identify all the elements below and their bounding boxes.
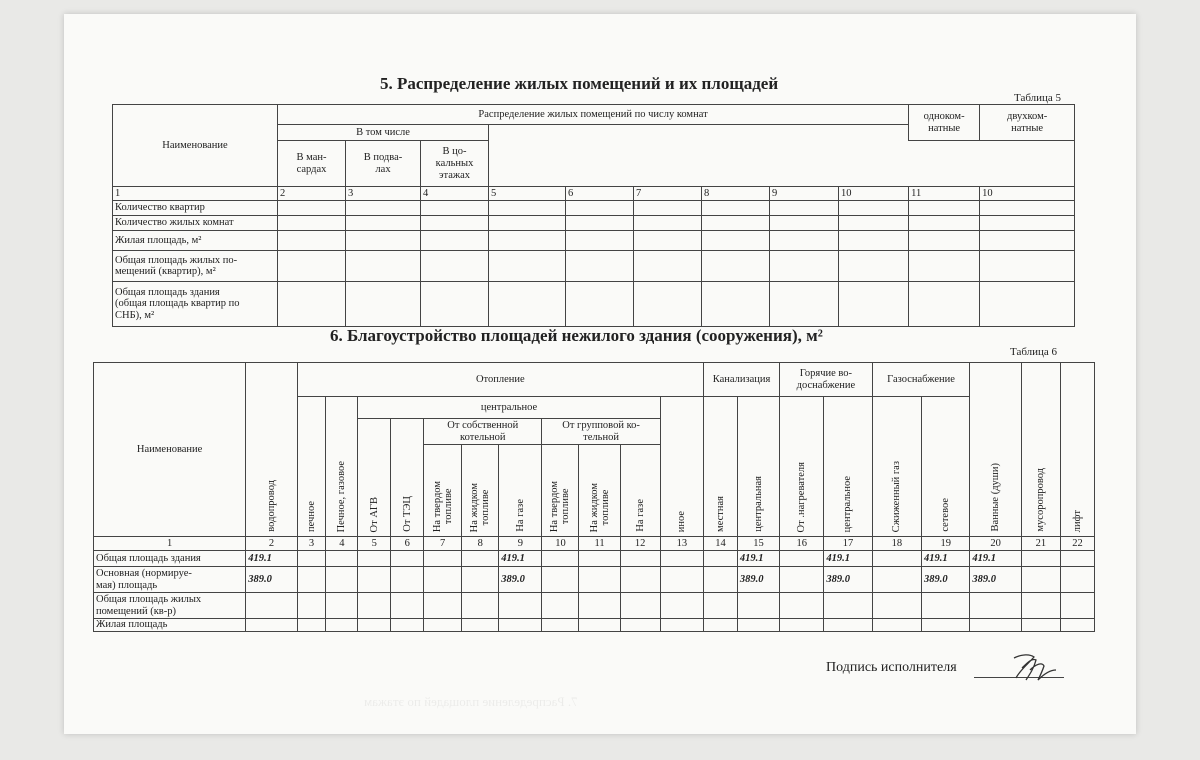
t6-value-cell <box>424 567 462 593</box>
t6-header-heating: Отопление <box>297 363 703 397</box>
table-cell <box>702 282 770 327</box>
t6-header-fuel-1 <box>579 445 620 537</box>
table-cell <box>421 231 489 251</box>
t6-header-ot-tec-text: От ТЭЦ <box>401 496 413 532</box>
table-cell <box>980 231 1075 251</box>
t6-header-hot-water: Горячие во- доснабжение <box>780 363 873 397</box>
t6-header-vodoprovod-text: водопровод <box>265 480 277 532</box>
t6-col-number: 7 <box>424 537 462 551</box>
t6-value-cell <box>620 551 660 567</box>
t5-header-group: Распределение жилых помещений по числу комнат <box>278 105 909 125</box>
t6-header-fuel-1 <box>462 445 499 537</box>
t6-header-fuel-1-text: На жидком топливе <box>588 482 611 532</box>
table-row <box>113 282 1075 327</box>
t6-value-cell <box>660 619 703 632</box>
t6-value-cell <box>703 551 737 567</box>
t6-header-fuel-0 <box>424 445 462 537</box>
t6-header-pechnoe-gas-text: Печное, газовое <box>336 460 348 532</box>
table-cell <box>566 216 634 231</box>
t5-col-number: 2 <box>278 187 346 201</box>
t6-col-number: 12 <box>620 537 660 551</box>
table-cell <box>980 216 1075 231</box>
t6-header-fuel-0-text: На твердом топливе <box>549 480 572 532</box>
t5-col-number: 8 <box>702 187 770 201</box>
t6-value-cell <box>424 551 462 567</box>
t6-value-cell: 389.0 <box>737 567 779 593</box>
t6-col-number: 1 <box>94 537 246 551</box>
table-cell <box>566 282 634 327</box>
table-cell <box>489 282 566 327</box>
t6-value-cell <box>1060 593 1094 619</box>
t6-header-hot-0-text: От .нагревателя <box>796 461 808 532</box>
table-cell <box>421 282 489 327</box>
t6-value-cell <box>824 593 872 619</box>
table-cell <box>634 251 702 282</box>
t5-col-number: 6 <box>566 187 634 201</box>
t6-header-fuel-2 <box>620 445 660 537</box>
t6-value-cell <box>660 551 703 567</box>
table-row <box>113 251 1075 282</box>
t6-value-cell <box>358 593 391 619</box>
t6-header-fuel-2-text: На газе <box>634 499 646 532</box>
table-cell <box>634 231 702 251</box>
table-row <box>94 619 1095 632</box>
t6-header-fuel-0 <box>542 445 579 537</box>
table-cell <box>278 251 346 282</box>
t6-col-number: 17 <box>824 537 872 551</box>
t6-header-name: Наименование <box>94 363 246 537</box>
t6-value-cell <box>737 619 779 632</box>
t5-col-number: 3 <box>346 187 421 201</box>
t6-value-cell <box>620 593 660 619</box>
t6-value-cell: 389.0 <box>922 567 970 593</box>
t6-header-sewer: Канализация <box>703 363 779 397</box>
t6-header-central: центральное <box>358 397 660 419</box>
t6-value-cell <box>780 551 824 567</box>
t6-header-own-boiler: От собственной котельной <box>424 419 542 445</box>
t6-col-number: 20 <box>970 537 1021 551</box>
t6-value-cell: 419.1 <box>246 551 297 567</box>
t6-row-label: Общая площадь здания <box>94 551 246 567</box>
t6-value-cell <box>391 551 424 567</box>
t6-col-number: 15 <box>737 537 779 551</box>
t5-row-label: Общая площадь жилых по- мещений (квартир), м² <box>113 251 278 282</box>
t6-header-gas: Газоснабжение <box>872 363 970 397</box>
table-cell <box>770 201 839 216</box>
t5-header-col-2: одноком- натные <box>909 105 980 141</box>
t6-header-gas-1-text: сетевое <box>940 498 952 532</box>
t6-header-ot-agv-text: От АГВ <box>368 496 380 532</box>
t6-header-garbage-text: мусоропровод <box>1035 468 1047 532</box>
table-row <box>113 216 1075 231</box>
t6-col-number: 10 <box>542 537 579 551</box>
table-cell <box>346 282 421 327</box>
table-cell <box>702 231 770 251</box>
t6-value-cell <box>922 593 970 619</box>
t6-value-cell <box>579 551 620 567</box>
table-cell <box>702 216 770 231</box>
table-cell <box>346 231 421 251</box>
table-cell <box>421 216 489 231</box>
table-cell <box>346 201 421 216</box>
t6-value-cell <box>246 593 297 619</box>
t6-value-cell <box>499 593 542 619</box>
t6-value-cell: 419.1 <box>824 551 872 567</box>
table-cell <box>909 201 980 216</box>
table-cell <box>634 216 702 231</box>
t6-value-cell <box>391 567 424 593</box>
t6-header-inoe <box>660 397 703 537</box>
t6-header-sewer-1 <box>737 397 779 537</box>
t6-value-cell <box>424 593 462 619</box>
t6-row-label: Общая площадь жилых помещений (кв-р) <box>94 593 246 619</box>
t6-header-fuel-2-text: На газе <box>514 499 526 532</box>
table-cell <box>839 201 909 216</box>
t6-header-sewer-0-text: местная <box>714 496 726 532</box>
table-cell <box>346 251 421 282</box>
table-cell <box>489 231 566 251</box>
t6-header-group-boiler: От групповой ко- тельной <box>542 419 660 445</box>
t6-value-cell <box>872 619 921 632</box>
t6-value-cell <box>297 567 326 593</box>
t6-value-cell <box>780 593 824 619</box>
t6-value-cell <box>579 593 620 619</box>
t5-col-number: 7 <box>634 187 702 201</box>
table-cell <box>770 251 839 282</box>
table-cell <box>634 201 702 216</box>
t6-header-pechnoe-text: печное <box>306 501 318 532</box>
t6-value-cell <box>499 619 542 632</box>
table-row <box>94 567 1095 593</box>
table-cell <box>702 251 770 282</box>
t6-header-fuel-2 <box>499 445 542 537</box>
t6-value-cell <box>1060 551 1094 567</box>
t5-header-including-2: В цо- кальных этажах <box>421 141 489 187</box>
t6-value-cell <box>579 619 620 632</box>
t6-value-cell <box>579 567 620 593</box>
t6-value-cell <box>391 593 424 619</box>
t6-header-garbage <box>1021 363 1060 537</box>
t6-header-sewer-0 <box>703 397 737 537</box>
t6-header-vodoprovod <box>246 363 297 537</box>
t6-header-fuel-1-text: На жидком топливе <box>469 482 492 532</box>
table-cell <box>278 231 346 251</box>
t6-col-number: 11 <box>579 537 620 551</box>
table6-title: 6. Благоустройство площадей нежилого здания (сооружения), м² <box>330 326 823 345</box>
table-row <box>94 593 1095 619</box>
t6-value-cell <box>358 551 391 567</box>
table6 <box>93 362 1095 632</box>
table-row <box>113 231 1075 251</box>
table-cell <box>489 216 566 231</box>
table6-label: Таблица 6 <box>1010 346 1058 358</box>
table-cell <box>770 282 839 327</box>
t6-value-cell <box>542 567 579 593</box>
t6-col-number: 8 <box>462 537 499 551</box>
table-cell <box>909 282 980 327</box>
t5-row-label: Количество жилых комнат <box>113 216 278 231</box>
t6-header-baths <box>970 363 1021 537</box>
table-cell <box>278 201 346 216</box>
t6-header-gas-0 <box>872 397 921 537</box>
table-row <box>113 201 1075 216</box>
t6-value-cell <box>620 619 660 632</box>
t6-value-cell <box>326 551 358 567</box>
t6-col-number: 22 <box>1060 537 1094 551</box>
t6-value-cell <box>326 593 358 619</box>
bleed-through-text: 7. Распределение площадей по этажам <box>364 694 578 709</box>
table-cell <box>839 231 909 251</box>
t5-col-number: 10 <box>839 187 909 201</box>
table-cell <box>770 231 839 251</box>
table-cell <box>278 282 346 327</box>
t6-value-cell <box>1021 567 1060 593</box>
t6-value-cell <box>872 551 921 567</box>
t6-value-cell <box>970 619 1021 632</box>
t5-header-name: Наименование <box>113 105 278 187</box>
t6-col-number: 21 <box>1021 537 1060 551</box>
t6-header-pechnoe-gas <box>326 397 358 537</box>
table5 <box>112 104 1075 327</box>
t6-col-number: 9 <box>499 537 542 551</box>
t6-col-number: 18 <box>872 537 921 551</box>
t6-value-cell <box>922 619 970 632</box>
t6-value-cell <box>660 567 703 593</box>
t6-value-cell: 389.0 <box>246 567 297 593</box>
t6-value-cell: 419.1 <box>499 551 542 567</box>
t6-value-cell <box>1060 619 1094 632</box>
t6-value-cell <box>660 593 703 619</box>
table-cell <box>980 251 1075 282</box>
t6-header-ot-tec <box>391 419 424 537</box>
t6-value-cell <box>246 619 297 632</box>
table-cell <box>839 251 909 282</box>
table-cell <box>421 201 489 216</box>
t6-col-number: 2 <box>246 537 297 551</box>
t6-value-cell <box>1021 619 1060 632</box>
table-cell <box>489 251 566 282</box>
t6-value-cell <box>542 593 579 619</box>
t6-header-hot-1-text: центральное <box>842 475 854 532</box>
t6-header-fuel-0-text: На твердом топливе <box>431 480 454 532</box>
t6-col-number: 13 <box>660 537 703 551</box>
t6-value-cell <box>1021 551 1060 567</box>
t6-value-cell <box>391 619 424 632</box>
t6-header-hot-1 <box>824 397 872 537</box>
t6-col-number: 4 <box>326 537 358 551</box>
t6-value-cell: 419.1 <box>970 551 1021 567</box>
t5-col-number: 10 <box>980 187 1075 201</box>
t5-header-including-0: В ман- сардах <box>278 141 346 187</box>
t6-header-ot-agv <box>358 419 391 537</box>
t6-header-pechnoe <box>297 397 326 537</box>
signature-label: Подпись исполнителя <box>826 660 957 675</box>
t6-value-cell <box>326 619 358 632</box>
t6-header-hot-0 <box>780 397 824 537</box>
t6-value-cell <box>462 593 499 619</box>
table-cell <box>634 282 702 327</box>
t6-value-cell <box>872 593 921 619</box>
table-row <box>94 551 1095 567</box>
t5-header-including: В том числе <box>278 124 489 140</box>
t5-header-col-3: двухком- натные <box>980 105 1075 141</box>
t6-value-cell <box>297 551 326 567</box>
t6-value-cell <box>872 567 921 593</box>
table-cell <box>980 201 1075 216</box>
table5-label: Таблица 5 <box>1014 92 1062 104</box>
table-cell <box>566 201 634 216</box>
t6-value-cell <box>703 567 737 593</box>
t5-row-label: Количество квартир <box>113 201 278 216</box>
t5-row-label: Общая площадь здания (общая площадь квартир по СНБ), м² <box>113 282 278 327</box>
table-cell <box>839 216 909 231</box>
t6-value-cell: 419.1 <box>922 551 970 567</box>
t6-row-label: Основная (нормируе- мая) площадь <box>94 567 246 593</box>
table-cell <box>489 201 566 216</box>
t6-value-cell <box>780 619 824 632</box>
t6-value-cell <box>542 619 579 632</box>
t6-row-label: Жилая площадь <box>94 619 246 632</box>
t6-value-cell: 419.1 <box>737 551 779 567</box>
t6-value-cell <box>424 619 462 632</box>
t6-value-cell <box>358 567 391 593</box>
table-cell <box>702 201 770 216</box>
t6-header-baths-text: Ванные (души) <box>990 463 1002 532</box>
t6-header-sewer-1-text: центральная <box>753 476 764 532</box>
table5-title: 5. Распределение жилых помещений и их площадей <box>380 74 779 93</box>
t6-value-cell <box>297 619 326 632</box>
table-cell <box>278 216 346 231</box>
signature-mark <box>1000 648 1070 688</box>
table-cell <box>909 251 980 282</box>
t5-header-including-1: В подва- лах <box>346 141 421 187</box>
t6-value-cell: 389.0 <box>970 567 1021 593</box>
t6-value-cell <box>326 567 358 593</box>
t5-col-number: 4 <box>421 187 489 201</box>
t6-value-cell <box>1021 593 1060 619</box>
t6-col-number: 5 <box>358 537 391 551</box>
t6-value-cell <box>462 567 499 593</box>
t6-col-number: 6 <box>391 537 424 551</box>
table-cell <box>566 251 634 282</box>
t6-header-lift-text: лифт <box>1071 509 1083 532</box>
t6-value-cell: 389.0 <box>499 567 542 593</box>
t6-value-cell <box>358 619 391 632</box>
t6-header-inoe-text: иное <box>676 510 688 532</box>
t5-col-number: 11 <box>909 187 980 201</box>
t5-col-number: 9 <box>770 187 839 201</box>
table-cell <box>980 282 1075 327</box>
t6-value-cell <box>1060 567 1094 593</box>
table-cell <box>566 231 634 251</box>
t6-header-gas-0-text: Сжиженный газ <box>891 460 903 532</box>
t5-col-number: 5 <box>489 187 566 201</box>
t6-col-number: 3 <box>297 537 326 551</box>
t6-value-cell <box>703 593 737 619</box>
table-cell <box>770 216 839 231</box>
t6-value-cell <box>737 593 779 619</box>
t6-value-cell: 389.0 <box>824 567 872 593</box>
t6-col-number: 16 <box>780 537 824 551</box>
t6-value-cell <box>703 619 737 632</box>
table-cell <box>421 251 489 282</box>
table-cell <box>909 231 980 251</box>
t6-value-cell <box>297 593 326 619</box>
t6-value-cell <box>970 593 1021 619</box>
table-cell <box>909 216 980 231</box>
table-cell <box>839 282 909 327</box>
t6-col-number: 19 <box>922 537 970 551</box>
t6-header-lift <box>1060 363 1094 537</box>
t6-value-cell <box>462 619 499 632</box>
t6-col-number: 14 <box>703 537 737 551</box>
t5-row-label: Жилая площадь, м² <box>113 231 278 251</box>
t6-value-cell <box>542 551 579 567</box>
t5-col-number: 1 <box>113 187 278 201</box>
t6-value-cell <box>462 551 499 567</box>
t6-value-cell <box>824 619 872 632</box>
t6-value-cell <box>620 567 660 593</box>
t6-header-gas-1 <box>922 397 970 537</box>
table-cell <box>346 216 421 231</box>
t6-value-cell <box>780 567 824 593</box>
